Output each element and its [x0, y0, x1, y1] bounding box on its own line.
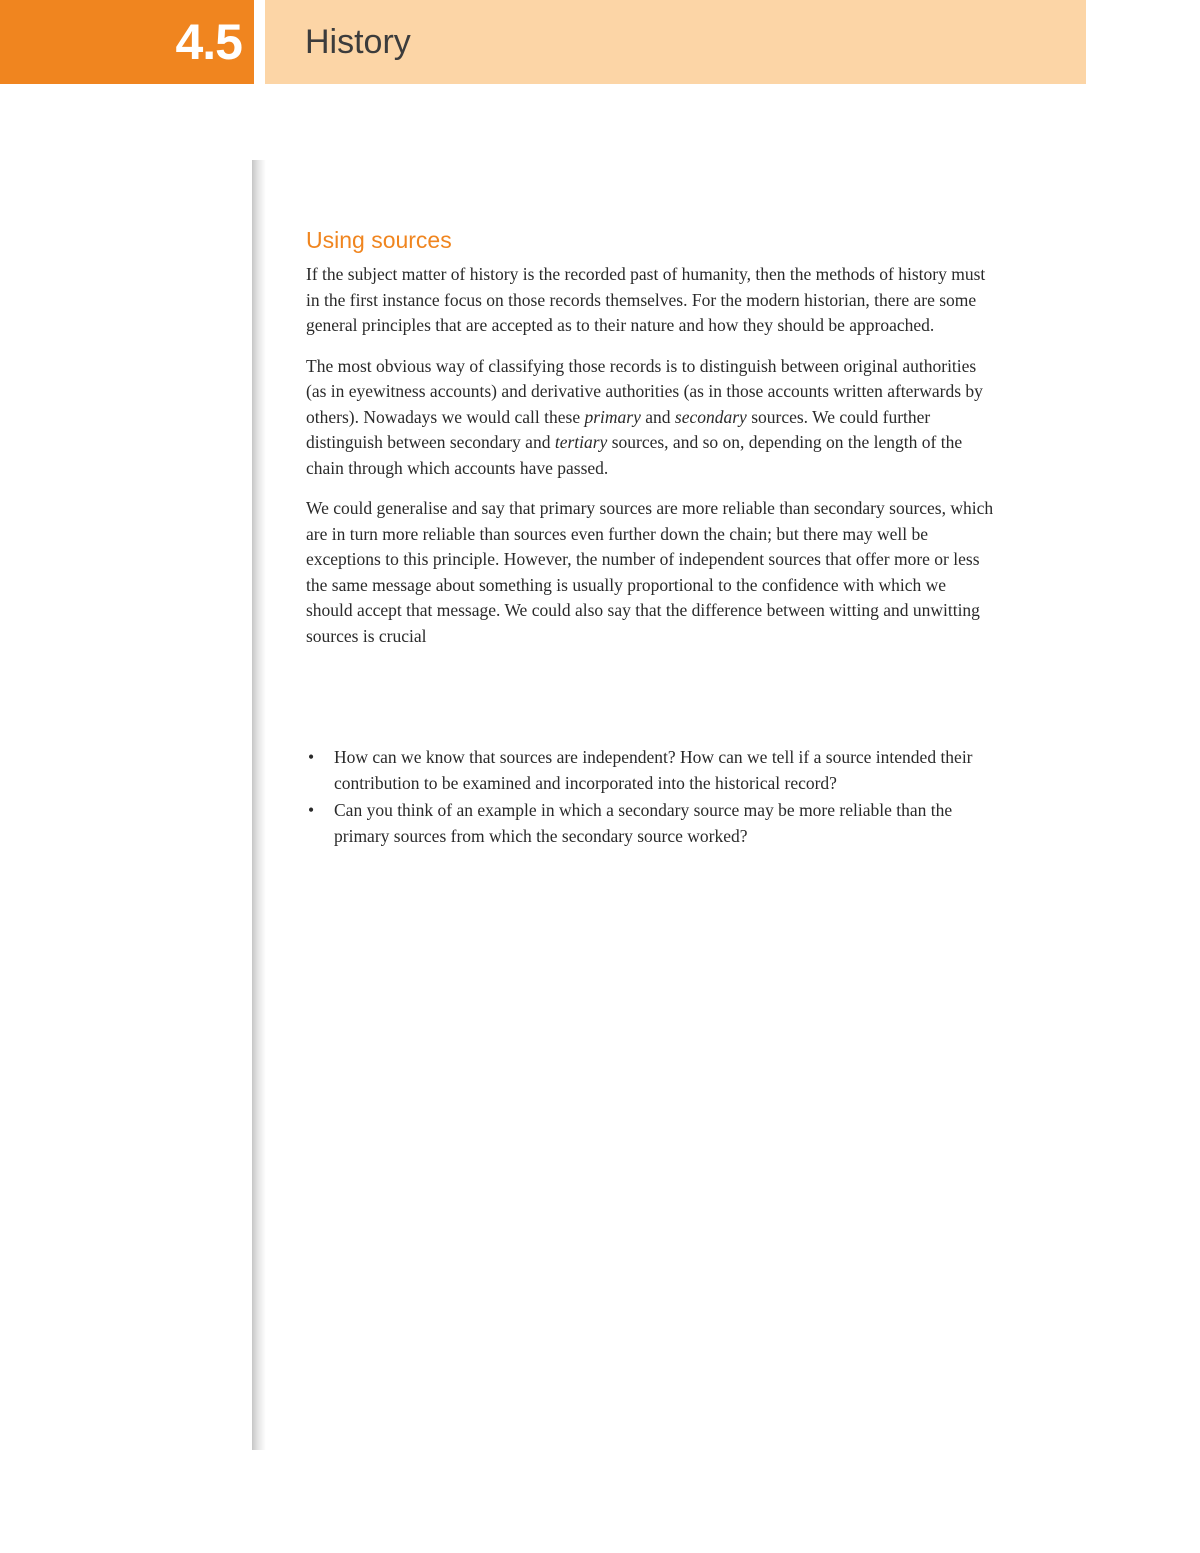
section-number-banner [0, 0, 254, 84]
term-tertiary: tertiary [554, 432, 608, 452]
section-heading: Using sources [306, 227, 452, 253]
paragraph-2-text-a: The most obvious way of classifying those records is to distinguish between original authorities (as in eyewitness accounts) and derivative authorities (as in those accounts written afterwards by others). Nowadays we would call these [306, 355, 983, 427]
question-1-text: How can we know that sources are independent? How can we tell if a source intended their contribution to be examined and incorporated into the historical record? [334, 747, 973, 793]
paragraph-2-text-b: and [640, 406, 675, 427]
main-content [306, 226, 996, 664]
list-item [306, 745, 1006, 796]
section-title: History [305, 23, 411, 61]
paragraph-1: If the subject matter of history is the recorded past of humanity, then the methods of history must in the first instance focus on those records themselves. For the modern historian, there are some general principles that are accepted as to their nature and how they should be approached. [306, 264, 986, 335]
paragraph-3: We could generalise and say that primary sources are more reliable than secondary sources, which are in turn more reliable than sources even further down the chain; but there may well be exceptions to this principle. However, the number of independent sources that offer more or less the same message about something is usually proportional to the confidence with which we should accept that message. We could also say that the difference between witting and unwitting sources is crucial [306, 498, 994, 646]
section-number: 4.5 [175, 14, 242, 70]
paragraph-2 [306, 354, 996, 482]
bullet-icon: • [308, 747, 315, 767]
page-edge-shadow [252, 160, 266, 1450]
question-2-text: Can you think of an example in which a secondary source may be more reliable than the primary sources from which the secondary source worked? [334, 800, 953, 846]
term-secondary: secondary [674, 406, 747, 427]
list-item [306, 798, 1006, 849]
term-primary: primary [584, 406, 641, 427]
paragraph-2-text-c: sources. We could further distinguish between secondary and [306, 406, 931, 452]
section-title-banner [265, 0, 1086, 84]
discussion-questions [306, 745, 1006, 851]
paragraph-2-text-d: sources, and so on, depending on the length of the chain through which accounts have passed. [306, 432, 963, 478]
bullet-icon: • [308, 800, 315, 820]
